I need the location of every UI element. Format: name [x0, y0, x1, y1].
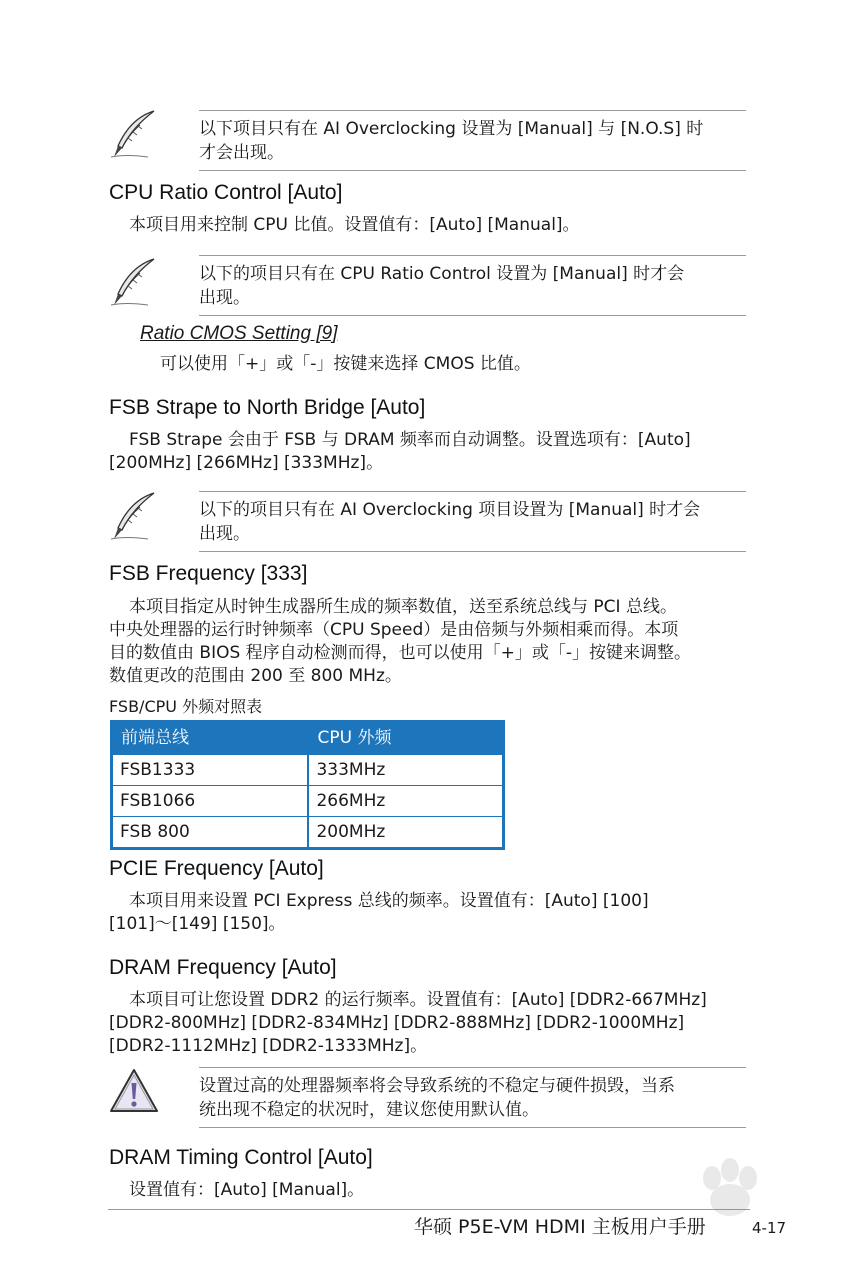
section-title-fsb-frequency: FSB Frequency [333]: [109, 562, 308, 585]
note-ai-overclocking: [199, 110, 746, 171]
section-title-pcie-frequency: PCIE Frequency [Auto]: [109, 857, 324, 880]
feather-pen-icon: [108, 256, 160, 308]
watermark-paw-icon: [604, 1148, 804, 1248]
table-cell: FSB 800: [113, 817, 307, 847]
note-line: 设置过高的处理器频率将会导致系统的不稳定与硬件损毁，当系: [199, 1076, 675, 1096]
page-number: 4-17: [752, 1219, 787, 1237]
section-title-dram-frequency: DRAM Frequency [Auto]: [109, 956, 337, 979]
table-row: [113, 754, 502, 785]
fsb-cpu-table: [110, 720, 505, 850]
table-header-cell: CPU 外频: [317, 728, 392, 748]
note-line: 统出现不稳定的状况时，建议您使用默认值。: [199, 1100, 539, 1120]
warning-triangle-icon: [108, 1066, 160, 1118]
body-line: 本项目用来设置 PCI Express 总线的频率。设置值有：[Auto] [100]: [129, 891, 649, 911]
section-title-fsb-strape: FSB Strape to North Bridge [Auto]: [109, 396, 426, 419]
body-line: [200MHz] [266MHz] [333MHz]。: [109, 453, 384, 473]
table-header-row: [113, 723, 502, 754]
section-title-dram-timing: DRAM Timing Control [Auto]: [109, 1146, 373, 1169]
section-body-fsb-frequency: [109, 596, 746, 688]
table-cell: 266MHz: [309, 786, 502, 816]
note-line: 出现。: [199, 524, 250, 544]
section-title-cpu-ratio: CPU Ratio Control [Auto]: [109, 181, 343, 204]
table-row: [113, 785, 502, 816]
subsection-title-ratio-cmos: Ratio CMOS Setting [9]: [140, 323, 338, 344]
table-row: [113, 816, 502, 847]
body-line: 本项目指定从时钟生成器所生成的频率数值，送至系统总线与 PCI 总线。: [129, 597, 677, 617]
note-line: 以下的项目只有在 AI Overclocking 项目设置为 [Manual] 时才会: [199, 500, 701, 520]
section-body-fsb-strape: [109, 429, 746, 475]
feather-pen-icon: [108, 108, 160, 160]
footer-title: 华硕 P5E-VM HDMI 主板用户手册: [414, 1216, 706, 1238]
section-body-dram-frequency: [109, 989, 746, 1058]
warning-dram-frequency: [199, 1067, 746, 1128]
body-line: 本项目可让您设置 DDR2 的运行频率。设置值有：[Auto] [DDR2-667MHz]: [129, 990, 707, 1010]
body-line: 设置值有：[Auto] [Manual]。: [129, 1180, 365, 1200]
note-line: 以下项目只有在 AI Overclocking 设置为 [Manual] 与 [N.O.S] 时: [199, 119, 704, 139]
table-cell: 200MHz: [309, 817, 502, 847]
body-line: [DDR2-800MHz] [DDR2-834MHz] [DDR2-888MHz] [DDR2-1000MHz]: [109, 1013, 685, 1033]
section-body-pcie-frequency: [109, 890, 746, 936]
table-cell: FSB1066: [113, 786, 307, 816]
body-line: 数值更改的范围由 200 至 800 MHz。: [109, 666, 402, 686]
body-line: 中央处理器的运行时钟频率（CPU Speed）是由倍频与外频相乘而得。本项: [109, 620, 679, 640]
table-cell: 333MHz: [309, 755, 502, 785]
table-caption: FSB/CPU 外频对照表: [109, 697, 263, 716]
body-line: 目的数值由 BIOS 程序自动检测而得，也可以使用「+」或「-」按键来调整。: [109, 643, 692, 663]
note-fsb-frequency: [199, 491, 746, 552]
body-line: 本项目用来控制 CPU 比值。设置值有：[Auto] [Manual]。: [129, 215, 580, 235]
subsection-body-ratio-cmos: [140, 353, 746, 376]
body-line: [101]～[149] [150]。: [109, 914, 286, 934]
feather-pen-icon: [108, 490, 160, 542]
body-line: [DDR2-1112MHz] [DDR2-1333MHz]。: [109, 1036, 428, 1056]
note-line: 才会出现。: [199, 143, 284, 163]
body-line: 可以使用「+」或「-」按键来选择 CMOS 比值。: [160, 354, 531, 374]
table-cell: FSB1333: [113, 755, 307, 785]
section-body-cpu-ratio: [109, 214, 746, 237]
note-line: 出现。: [199, 288, 250, 308]
body-line: FSB Strape 会由于 FSB 与 DRAM 频率而自动调整。设置选项有：[Auto]: [129, 430, 691, 450]
note-cpu-ratio: [199, 255, 746, 316]
table-header-cell: 前端总线: [121, 728, 189, 748]
note-line: 以下的项目只有在 CPU Ratio Control 设置为 [Manual] 时才会: [199, 264, 685, 284]
